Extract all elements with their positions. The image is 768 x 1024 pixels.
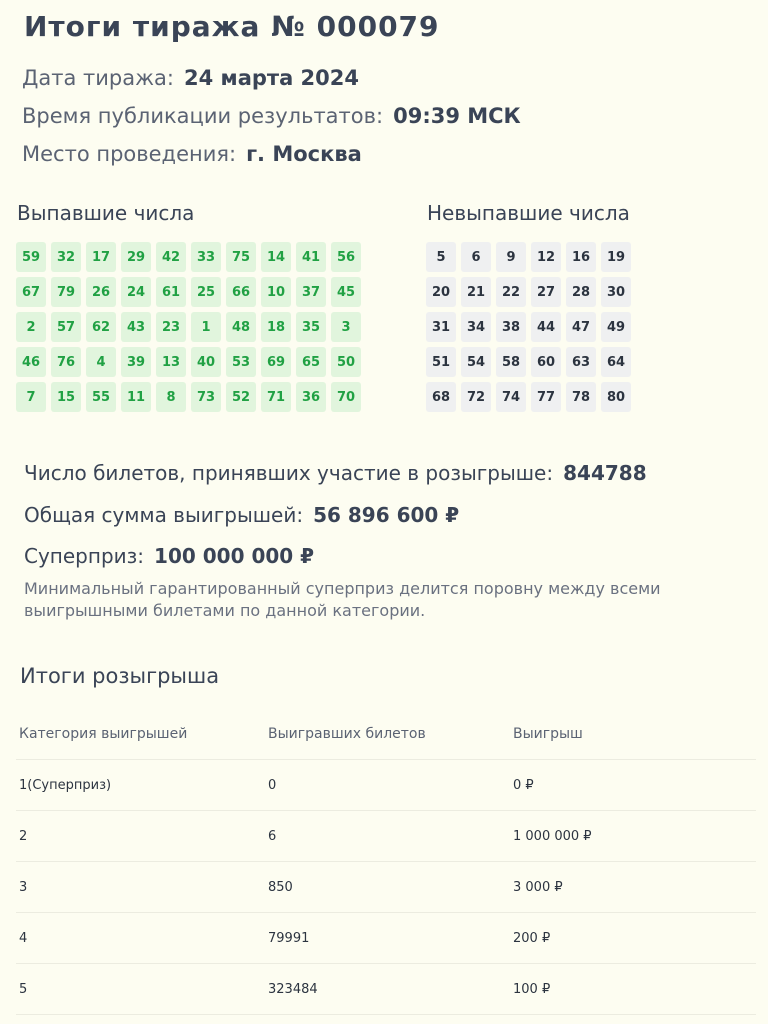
drawn-number-cell: 79 (51, 277, 81, 307)
drawn-number-cell: 57 (51, 312, 81, 342)
drawn-number-cell: 48 (226, 312, 256, 342)
draw-date (22, 66, 359, 90)
column-header-prize: Выигрыш (513, 725, 583, 742)
undrawn-number-cell: 28 (566, 277, 596, 307)
table-row (16, 760, 756, 811)
drawn-number-cell: 15 (51, 382, 81, 412)
undrawn-number-cell: 34 (461, 312, 491, 342)
drawn-number-cell: 76 (51, 347, 81, 377)
undrawn-number-cell: 49 (601, 312, 631, 342)
undrawn-number-cell: 30 (601, 277, 631, 307)
drawn-number-cell: 42 (156, 242, 186, 272)
table-cell-winners: 850 (268, 879, 293, 895)
drawn-number-cell: 75 (226, 242, 256, 272)
table-cell-prize: 1 000 000 ₽ (513, 828, 592, 844)
table-cell-prize: 0 ₽ (513, 777, 534, 793)
results-table-header (16, 708, 756, 760)
drawn-number-cell: 61 (156, 277, 186, 307)
drawn-number-cell: 65 (296, 347, 326, 377)
draw-date-value: 24 марта 2024 (184, 66, 360, 90)
drawn-numbers-heading: Выпавшие числа (17, 201, 195, 225)
undrawn-number-cell: 51 (426, 347, 456, 377)
drawn-number-cell: 33 (191, 242, 221, 272)
drawn-number-cell: 40 (191, 347, 221, 377)
drawn-number-cell: 32 (51, 242, 81, 272)
drawn-number-cell: 45 (331, 277, 361, 307)
tickets-count (24, 461, 647, 485)
drawn-number-cell: 1 (191, 312, 221, 342)
table-cell-category: 4 (19, 930, 28, 946)
publish-time (22, 104, 521, 128)
table-row (16, 811, 756, 862)
undrawn-number-cell: 20 (426, 277, 456, 307)
drawn-number-cell: 53 (226, 347, 256, 377)
undrawn-number-cell: 12 (531, 242, 561, 272)
column-header-winners: Выигравших билетов (268, 725, 426, 742)
drawn-number-cell: 17 (86, 242, 116, 272)
undrawn-number-cell: 47 (566, 312, 596, 342)
drawn-number-cell: 18 (261, 312, 291, 342)
publish-time-value: 09:39 МСК (393, 104, 521, 128)
drawn-number-cell: 14 (261, 242, 291, 272)
total-winnings (24, 503, 459, 527)
results-table (16, 708, 756, 1015)
drawn-number-cell: 37 (296, 277, 326, 307)
undrawn-number-cell: 27 (531, 277, 561, 307)
drawn-number-cell: 41 (296, 242, 326, 272)
undrawn-numbers-heading: Невыпавшие числа (427, 201, 630, 225)
undrawn-number-cell: 22 (496, 277, 526, 307)
drawn-number-cell: 2 (16, 312, 46, 342)
drawn-number-cell: 13 (156, 347, 186, 377)
drawn-number-cell: 26 (86, 277, 116, 307)
undrawn-number-cell: 19 (601, 242, 631, 272)
drawn-number-cell: 10 (261, 277, 291, 307)
drawn-number-cell: 39 (121, 347, 151, 377)
undrawn-number-cell: 44 (531, 312, 561, 342)
drawn-number-cell: 29 (121, 242, 151, 272)
undrawn-number-cell: 58 (496, 347, 526, 377)
drawn-number-cell: 55 (86, 382, 116, 412)
draw-place-label: Место проведения: (22, 142, 237, 166)
table-cell-winners: 6 (268, 828, 277, 844)
undrawn-number-cell: 54 (461, 347, 491, 377)
drawn-number-cell: 8 (156, 382, 186, 412)
total-winnings-label: Общая сумма выигрышей: (24, 503, 304, 527)
table-row (16, 913, 756, 964)
drawn-number-cell: 24 (121, 277, 151, 307)
drawn-number-cell: 3 (331, 312, 361, 342)
undrawn-number-cell: 68 (426, 382, 456, 412)
table-cell-category: 1(Суперприз) (19, 777, 112, 793)
drawn-number-cell: 25 (191, 277, 221, 307)
superprize (24, 544, 314, 568)
undrawn-number-cell: 9 (496, 242, 526, 272)
superprize-note: Минимальный гарантированный суперприз делится поровну между всеми выигрышными билетами по данной категории. (24, 579, 661, 620)
table-cell-winners: 323484 (268, 981, 318, 997)
undrawn-number-cell: 5 (426, 242, 456, 272)
table-cell-category: 3 (19, 879, 28, 895)
drawn-number-cell: 52 (226, 382, 256, 412)
drawn-number-cell: 69 (261, 347, 291, 377)
undrawn-numbers-grid (426, 242, 631, 412)
table-cell-prize: 100 ₽ (513, 981, 551, 997)
drawn-number-cell: 7 (16, 382, 46, 412)
page-title: Итоги тиража № 000079 (24, 10, 440, 43)
undrawn-number-cell: 21 (461, 277, 491, 307)
table-cell-winners: 79991 (268, 930, 310, 946)
drawn-number-cell: 67 (16, 277, 46, 307)
drawn-number-cell: 11 (121, 382, 151, 412)
tickets-count-label: Число билетов, принявших участие в розыгрыше: (24, 461, 554, 485)
draw-date-label: Дата тиража: (22, 66, 174, 90)
drawn-number-cell: 62 (86, 312, 116, 342)
undrawn-number-cell: 38 (496, 312, 526, 342)
draw-place-value: г. Москва (246, 142, 362, 166)
superprize-value: 100 000 000 ₽ (154, 544, 315, 568)
undrawn-number-cell: 6 (461, 242, 491, 272)
drawn-number-cell: 71 (261, 382, 291, 412)
drawn-number-cell: 70 (331, 382, 361, 412)
undrawn-number-cell: 63 (566, 347, 596, 377)
drawn-number-cell: 73 (191, 382, 221, 412)
table-row (16, 964, 756, 1015)
publish-time-label: Время публикации результатов: (22, 104, 384, 128)
drawn-number-cell: 56 (331, 242, 361, 272)
table-row (16, 862, 756, 913)
undrawn-number-cell: 31 (426, 312, 456, 342)
undrawn-number-cell: 74 (496, 382, 526, 412)
drawn-number-cell: 59 (16, 242, 46, 272)
drawn-numbers-grid (16, 242, 361, 412)
table-cell-prize: 3 000 ₽ (513, 879, 563, 895)
drawn-number-cell: 36 (296, 382, 326, 412)
undrawn-number-cell: 60 (531, 347, 561, 377)
drawn-number-cell: 23 (156, 312, 186, 342)
undrawn-number-cell: 77 (531, 382, 561, 412)
drawn-number-cell: 66 (226, 277, 256, 307)
undrawn-number-cell: 16 (566, 242, 596, 272)
column-header-category: Категория выигрышей (19, 725, 188, 742)
table-cell-category: 2 (19, 828, 28, 844)
results-heading: Итоги розыгрыша (20, 664, 220, 688)
table-cell-category: 5 (19, 981, 28, 997)
drawn-number-cell: 35 (296, 312, 326, 342)
undrawn-number-cell: 72 (461, 382, 491, 412)
drawn-number-cell: 43 (121, 312, 151, 342)
undrawn-number-cell: 64 (601, 347, 631, 377)
superprize-label: Суперприз: (24, 544, 145, 568)
drawn-number-cell: 4 (86, 347, 116, 377)
table-cell-winners: 0 (268, 777, 277, 793)
tickets-count-value: 844788 (563, 461, 647, 485)
table-cell-prize: 200 ₽ (513, 930, 551, 946)
undrawn-number-cell: 80 (601, 382, 631, 412)
undrawn-number-cell: 78 (566, 382, 596, 412)
drawn-number-cell: 50 (331, 347, 361, 377)
drawn-number-cell: 46 (16, 347, 46, 377)
draw-place (22, 142, 362, 166)
total-winnings-value: 56 896 600 ₽ (313, 503, 460, 527)
